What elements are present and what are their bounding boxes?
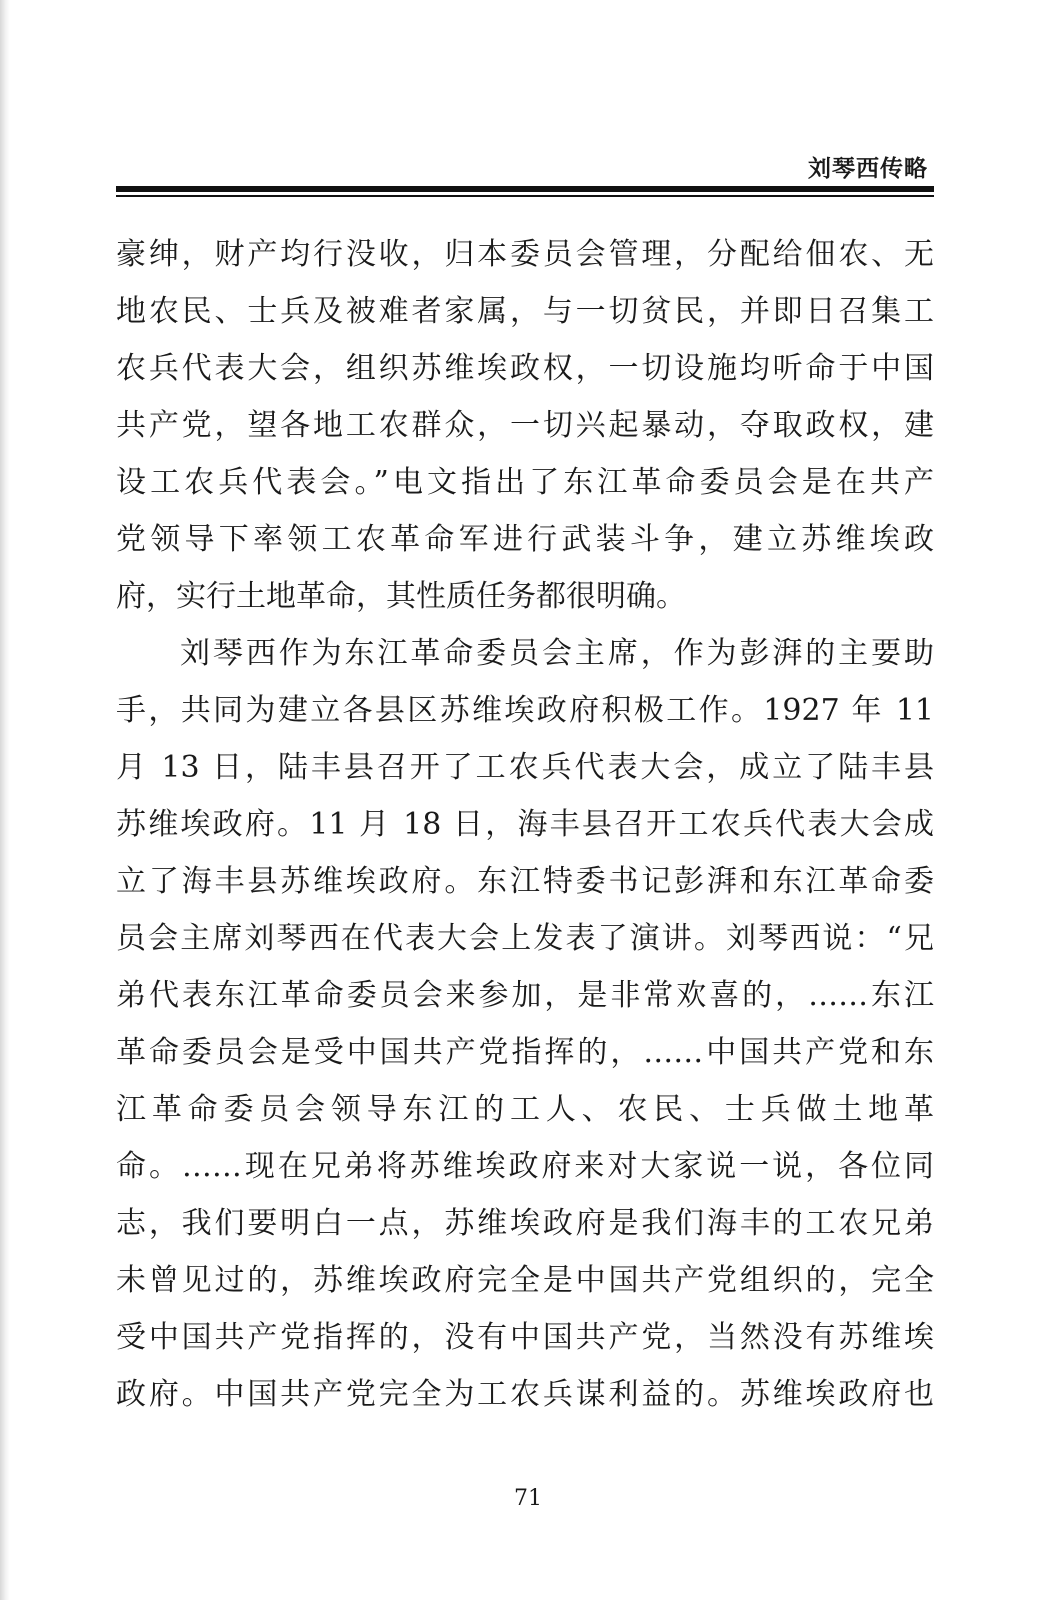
- running-head-title: 刘琴西传略: [808, 156, 928, 182]
- text-line: 苏维埃政府。11 月 18 日，海丰县召开工农兵代表大会成: [116, 807, 934, 842]
- text-line: 立了海丰县苏维埃政府。东江特委书记彭湃和东江革命委: [116, 864, 934, 899]
- page-number: 71: [514, 1486, 542, 1511]
- text-line: 革命委员会是受中国共产党指挥的，……中国共产党和东: [116, 1035, 934, 1070]
- text-line: 志，我们要明白一点，苏维埃政府是我们海丰的工农兄弟: [116, 1206, 934, 1241]
- header-rule-thick: [116, 186, 934, 192]
- paragraph-first-line: 刘琴西作为东江革命委员会主席，作为彭湃的主要助: [180, 636, 934, 671]
- text-line: 共产党，望各地工农群众，一切兴起暴动，夺取政权，建: [116, 408, 934, 443]
- text-line: 农兵代表大会，组织苏维埃政权，一切设施均听命于中国: [116, 351, 934, 386]
- text-line: 设工农兵代表会。”电文指出了东江革命委员会是在共产: [116, 465, 934, 500]
- text-line: 命。……现在兄弟将苏维埃政府来对大家说一说，各位同: [116, 1149, 934, 1184]
- text-line: 月 13 日，陆丰县召开了工农兵代表大会，成立了陆丰县: [116, 750, 934, 785]
- text-line: 地农民、士兵及被难者家属，与一切贫民，并即日召集工: [116, 294, 934, 329]
- text-line: 豪绅，财产均行没收，归本委员会管理，分配给佃农、无: [116, 237, 934, 272]
- body-text: [116, 226, 934, 1423]
- text-line: 弟代表东江革命委员会来参加，是非常欢喜的，……东江: [116, 978, 934, 1013]
- text-line: 政府。中国共产党完全为工农兵谋利益的。苏维埃政府也: [116, 1377, 934, 1412]
- text-line: 府，实行土地革命，其性质任务都很明确。: [116, 579, 686, 614]
- text-line: 未曾见过的，苏维埃政府完全是中国共产党组织的，完全: [116, 1263, 934, 1298]
- text-line: 受中国共产党指挥的，没有中国共产党，当然没有苏维埃: [116, 1320, 934, 1355]
- text-line: 江革命委员会领导东江的工人、农民、士兵做土地革: [116, 1092, 934, 1127]
- page-edge-shadow: [0, 0, 10, 1600]
- header-rule-thin: [116, 195, 934, 197]
- text-line: 手，共同为建立各县区苏维埃政府积极工作。1927 年 11: [116, 693, 934, 728]
- text-line: 党领导下率领工农革命军进行武装斗争，建立苏维埃政: [116, 522, 934, 557]
- text-line: 员会主席刘琴西在代表大会上发表了演讲。刘琴西说：“兄: [116, 921, 934, 956]
